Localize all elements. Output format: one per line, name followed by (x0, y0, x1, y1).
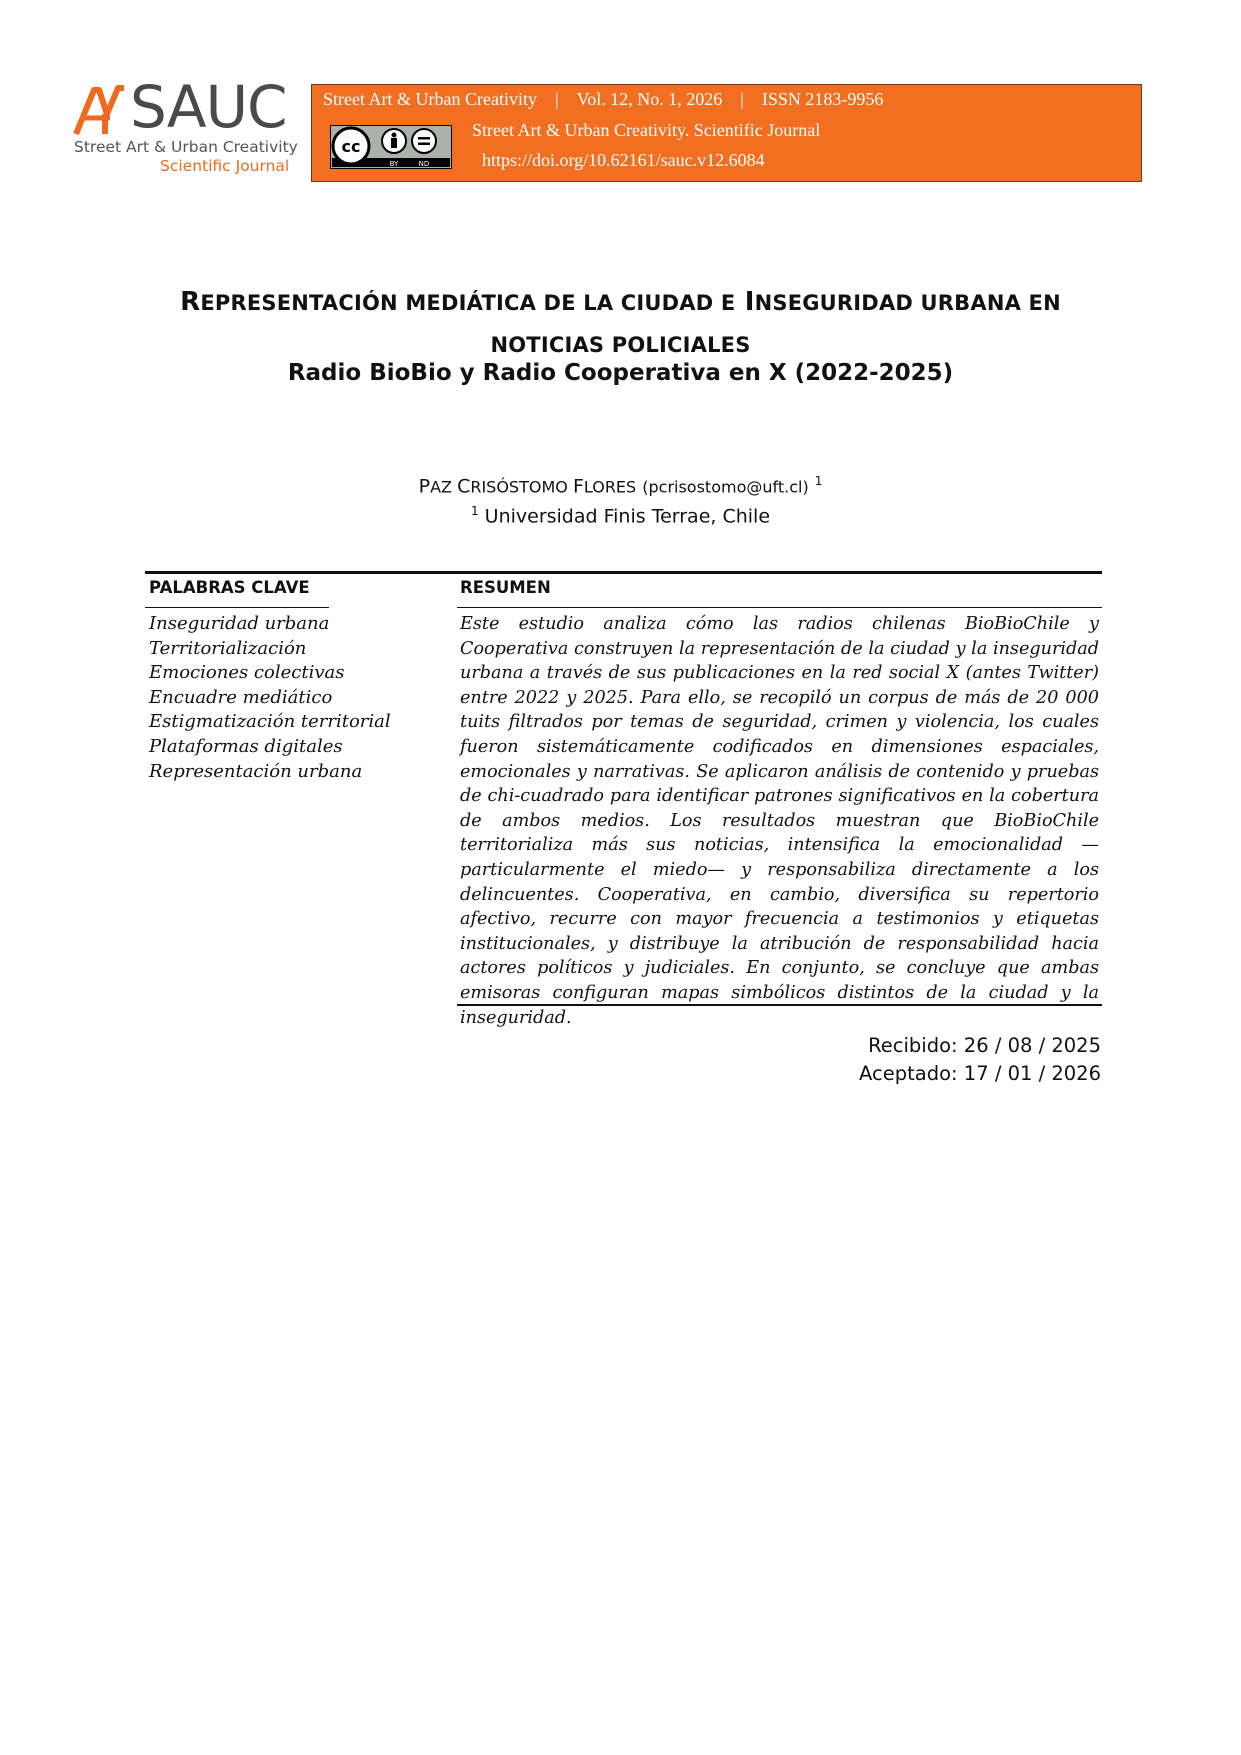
submission-dates (859, 1032, 1101, 1088)
by-icon (382, 129, 406, 153)
cc-icon (333, 128, 369, 164)
keyword-item: Representación urbana (149, 760, 363, 782)
section-top-rule (145, 571, 1102, 574)
keywords-list (149, 612, 391, 784)
banner-separator: | (740, 89, 744, 109)
nd-icon (412, 129, 436, 153)
author-affiliation-mark: 1 (814, 474, 823, 488)
author-line: PAZ CRISÓSTOMO FLORES (pcrisostomo@uft.cl) $^1$ (418, 474, 823, 498)
keywords-header-rule (145, 607, 329, 608)
paper-title (0, 281, 1241, 366)
journal-logo (72, 73, 302, 176)
keyword-item: Plataformas digitales (149, 735, 343, 757)
banner-volume: Vol. 12, No. 1, 2026 (576, 89, 723, 109)
keyword-item: Inseguridad urbana (149, 613, 330, 634)
svg-text:cc: cc (341, 137, 361, 156)
keyword-item: Territorialización (149, 637, 307, 659)
keyword-item: Emociones colectivas (149, 662, 345, 684)
doi-link[interactable]: https://doi.org/10.62161/sauc.v12.6084 (482, 150, 765, 170)
banner-separator: | (554, 89, 559, 109)
logo-subtitle-line1: Street Art & Urban Creativity (74, 138, 298, 156)
logo-wordmark: SAUC (130, 73, 287, 141)
banner-issn: ISSN 2183-9956 (761, 89, 884, 109)
banner-journal-full: Street Art & Urban Creativity. Scientific Journal (472, 120, 821, 140)
abstract-bottom-rule (457, 1004, 1102, 1006)
abstract-text: Este estudio analiza cómo las radios chilenas BioBioChile y Cooperativa construyen la representación de la ciudad y la inseguridad urbana a través de sus publicaciones en la red social X (antes Twitter) entre 2022 y 2025. Para ello, se recopiló un corpus de más de 20 000 tuits filtrados por temas de seguridad, crimen y violencia, los cuales fueron sistemáticamente codificados en dimensiones espaciales, emocionales y narrativas. Se aplicaron análisis de contenido y pruebas de chi-cuadrado para identificar patrones significativos en la cobertura de ambos medios. Los resultados muestran que BioBioChile territorializa más sus noticias, intensifica la emocionalidad —particularmente el miedo— y responsabiliza directamente a los delincuentes. Cooperativa, en cambio, diversifica su repertorio afectivo, recurre con mayor frecuencia a testimonios y etiquetas institucionales, y distribuye la atribución de responsabilidad hacia actores políticos y judiciales. En conjunto, se concluye que ambas emisoras configuran mapas simbólicos distintos de la ciudad y la inseguridad. (460, 614, 1099, 1028)
license-label-by: BY (389, 160, 399, 168)
paper-subtitle: Radio BioBio y Radio Cooperativa en X (2022-2025) (287, 360, 954, 386)
title-line1: REPRESENTACIÓN MEDIÁTICA DE LA CIUDAD E INSEGURIDAD URBANA EN (180, 287, 1061, 317)
license-label-nd: ND (418, 160, 430, 168)
accepted-date: Aceptado: 17 / 01 / 2026 (859, 1062, 1101, 1085)
keyword-item: Encuadre mediático (149, 686, 333, 708)
received-date: Recibido: 26 / 08 / 2025 (868, 1034, 1101, 1057)
abstract-header-rule (457, 607, 1102, 608)
keyword-item: Estigmatización territorial (149, 711, 391, 733)
author-email[interactable]: (pcrisostomo@uft.cl) (642, 477, 809, 497)
banner-journal-name: Street Art & Urban Creativity (323, 89, 537, 109)
title-line2: NOTICIAS POLICIALES (490, 333, 751, 357)
sauc-logo-icon (72, 84, 132, 138)
banner-issue-line (323, 89, 883, 110)
journal-banner (311, 84, 1142, 182)
keywords-header: PALABRAS CLAVE (149, 578, 310, 597)
abstract-header: RESUMEN (460, 578, 551, 597)
author-affiliation: $^1$ Universidad Finis Terrae, Chile (470, 504, 771, 528)
cc-license-badge[interactable] (330, 125, 452, 169)
logo-subtitle-line2: Scientific Journal (160, 157, 290, 175)
